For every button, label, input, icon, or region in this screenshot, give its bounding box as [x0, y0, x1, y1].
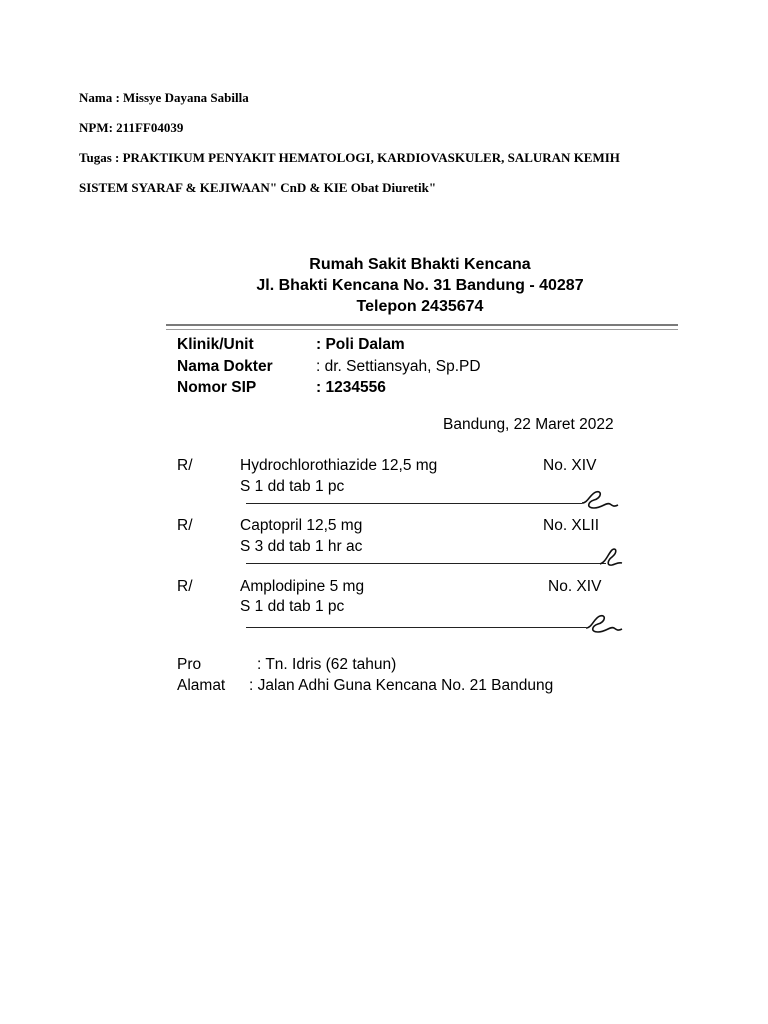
rx-quantity: No. XIV [543, 457, 597, 474]
info-label-sip: Nomor SIP [177, 379, 257, 396]
patient-label-pro: Pro [177, 656, 202, 673]
paraf-signature-icon [598, 544, 624, 570]
rx-symbol: R/ [177, 578, 193, 595]
rx-underline [246, 503, 582, 504]
info-label-klinik: Klinik/Unit [177, 336, 254, 353]
paraf-signature-icon [580, 486, 620, 512]
header-divider-thin [166, 329, 678, 330]
info-label-dokter: Nama Dokter [177, 358, 273, 375]
student-npm: NPM: 211FF04039 [79, 120, 184, 135]
rx-drug-name: Hydrochlorothiazide 12,5 mg [240, 457, 438, 474]
info-value-sip: : 1234556 [316, 379, 386, 396]
hospital-phone: Telepon 2435674 [356, 298, 484, 315]
rx-underline [246, 627, 586, 628]
paraf-signature-icon [584, 610, 624, 636]
rx-drug-name: Captopril 12,5 mg [240, 517, 363, 534]
info-value-klinik: : Poli Dalam [316, 336, 405, 353]
rx-signa: S 1 dd tab 1 pc [240, 598, 345, 615]
rx-symbol: R/ [177, 517, 193, 534]
rx-signa: S 1 dd tab 1 pc [240, 478, 345, 495]
info-value-dokter: : dr. Settiansyah, Sp.PD [316, 358, 481, 375]
rx-drug-name: Amplodipine 5 mg [240, 578, 365, 595]
student-name: Nama : Missye Dayana Sabilla [79, 90, 249, 105]
rx-signa: S 3 dd tab 1 hr ac [240, 538, 363, 555]
task-title-line2: SISTEM SYARAF & KEJIWAAN" CnD & KIE Obat Diuretik" [79, 180, 437, 195]
rx-quantity: No. XLII [543, 517, 599, 534]
rx-quantity: No. XIV [548, 578, 602, 595]
hospital-address: Jl. Bhakti Kencana No. 31 Bandung - 40287 [256, 277, 584, 294]
rx-underline [246, 563, 606, 564]
patient-label-alamat: Alamat [177, 677, 226, 694]
hospital-name: Rumah Sakit Bhakti Kencana [309, 256, 531, 273]
rx-symbol: R/ [177, 457, 193, 474]
task-title-line1: Tugas : PRAKTIKUM PENYAKIT HEMATOLOGI, KARDIOVASKULER, SALURAN KEMIH [79, 150, 620, 165]
patient-value-alamat: : Jalan Adhi Guna Kencana No. 21 Bandung [249, 677, 554, 694]
prescription-date: Bandung, 22 Maret 2022 [443, 416, 614, 433]
patient-value-pro: : Tn. Idris (62 tahun) [257, 656, 397, 673]
header-divider [166, 324, 678, 326]
